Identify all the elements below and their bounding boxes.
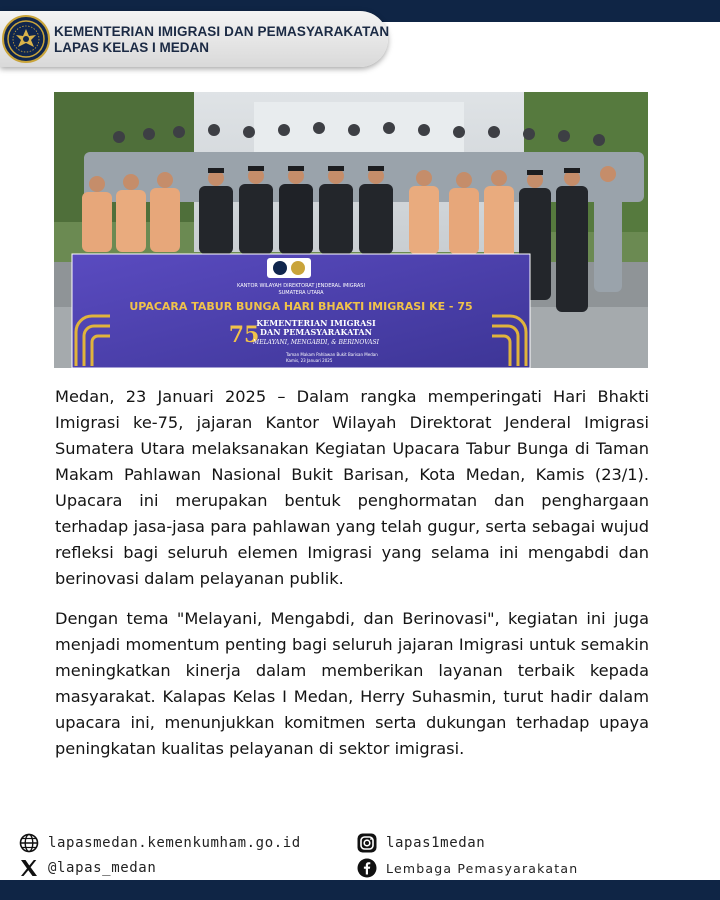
- header-subtitle: LAPAS KELAS I MEDAN: [54, 40, 210, 55]
- facebook-label: Lembaga Pemasyarakatan: [386, 860, 579, 876]
- article-paragraph-2: Dengan tema "Melayani, Mengabdi, dan Berinovasi", kegiatan ini juga menjadi momentum penting bagi seluruh jajaran Imigrasi untuk semakin meningkatkan kinerja dalam memberikan layanan terbaik kepada masyarakat. Kalapas Kelas I Medan, Herry Suhasmin, turut hadir dalam upacara ini, menunjukkan komitmen serta dukungan terhadap upaya peningkatan kualitas pelayanan di sektor imigrasi.: [55, 609, 649, 758]
- globe-icon: [18, 832, 40, 854]
- banner-date: Kamis, 23 Januari 2025: [286, 358, 333, 363]
- footer-website[interactable]: [18, 832, 301, 854]
- banner-line1: KANTOR WILAYAH DIREKTORAT JENDERAL IMIGRASI: [237, 283, 365, 289]
- instagram-icon: [356, 832, 378, 854]
- banner-title: UPACARA TABUR BUNGA HARI BHAKTI IMIGRASI KE - 75: [129, 300, 473, 313]
- garuda-emblem-icon: [6, 19, 46, 59]
- footer-facebook[interactable]: [356, 857, 578, 879]
- footer: [0, 826, 720, 886]
- banner-ministry-1: KEMENTERIAN IMIGRASI: [256, 318, 376, 328]
- banner-line2: SUMATERA UTARA: [278, 290, 324, 296]
- event-photo: [54, 92, 648, 368]
- ministry-logo: [2, 15, 50, 63]
- banner-anniversary: 75: [228, 322, 260, 348]
- bottom-bar: [0, 880, 720, 900]
- header-text: [54, 24, 389, 55]
- footer-x[interactable]: [18, 857, 156, 879]
- header-title: KEMENTERIAN IMIGRASI DAN PEMASYARAKATAN: [54, 24, 390, 39]
- article-paragraph-1: Medan, 23 Januari 2025 – Dalam rangka memperingati Hari Bhakti Imigrasi ke-75, jajaran Kantor Wilayah Direktorat Jenderal Imigrasi Sumatera Utara melaksanakan Kegiatan Upacara Tabur Bunga di Taman Makam Pahlawan Nasional Bukit Barisan, Kota Medan, Kamis (23/1). Upacara ini merupakan bentuk penghormatan dan penghargaan terhadap jasa-jasa para pahlawan yang telah gugur, serta sebagai wujud refleksi bagi seluruh elemen Imigrasi yang selama ini mengabdi dan berinovasi dalam pelayanan publik.: [55, 387, 649, 588]
- instagram-label: lapas1medan: [386, 835, 486, 851]
- facebook-icon: [356, 857, 378, 879]
- website-label: lapasmedan.kemenkumham.go.id: [48, 835, 301, 851]
- x-handle-label: @lapas_medan: [48, 860, 157, 876]
- banner-ministry-2: DAN PEMASYARAKATAN: [260, 327, 372, 337]
- footer-instagram[interactable]: [356, 832, 485, 854]
- banner-place: Taman Makam Pahlawan Bukit Barisan Medan: [286, 352, 378, 357]
- x-logo-icon: [18, 857, 40, 879]
- banner-motto: MELAYANI, MENGABDI, & BERINOVASI: [253, 339, 379, 346]
